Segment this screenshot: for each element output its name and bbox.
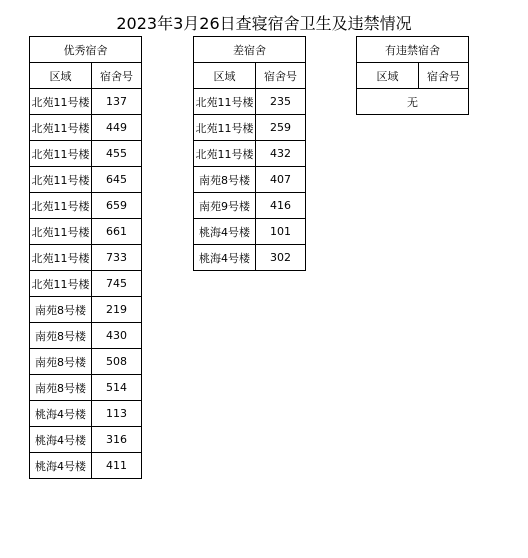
room-cell: 659 [92, 193, 142, 219]
room-cell: 316 [92, 427, 142, 453]
column-header-room: 宿舍号 [92, 63, 142, 89]
table-row [194, 245, 306, 271]
area-cell: 北苑11号楼 [30, 219, 92, 245]
table-row [30, 193, 142, 219]
table-row [30, 167, 142, 193]
table-row [30, 375, 142, 401]
room-cell: 449 [92, 115, 142, 141]
table-heading: 差宿舍 [194, 37, 306, 63]
room-cell: 137 [92, 89, 142, 115]
area-cell: 北苑11号楼 [30, 193, 92, 219]
room-cell: 455 [92, 141, 142, 167]
column-header-area: 区域 [194, 63, 256, 89]
room-cell: 430 [92, 323, 142, 349]
room-cell: 508 [92, 349, 142, 375]
table-row [30, 219, 142, 245]
room-cell: 113 [92, 401, 142, 427]
room-cell: 235 [256, 89, 306, 115]
page-title: 2023年3月26日查寝宿舍卫生及违禁情况 [116, 14, 412, 33]
area-cell: 南苑9号楼 [194, 193, 256, 219]
area-cell: 北苑11号楼 [30, 271, 92, 297]
room-cell: 514 [92, 375, 142, 401]
poor-dorms-table [193, 36, 306, 271]
column-header-room: 宿舍号 [256, 63, 306, 89]
area-cell: 北苑11号楼 [30, 89, 92, 115]
table-row [30, 401, 142, 427]
room-cell: 219 [92, 297, 142, 323]
empty-cell: 无 [357, 89, 469, 115]
table-heading: 有违禁宿舍 [357, 37, 469, 63]
area-cell: 北苑11号楼 [194, 89, 256, 115]
room-cell: 745 [92, 271, 142, 297]
room-cell: 101 [256, 219, 306, 245]
table-row [194, 193, 306, 219]
table-row [194, 167, 306, 193]
table-row [30, 115, 142, 141]
area-cell: 北苑11号楼 [30, 167, 92, 193]
area-cell: 北苑11号楼 [30, 141, 92, 167]
area-cell: 北苑11号楼 [194, 115, 256, 141]
area-cell: 南苑8号楼 [30, 323, 92, 349]
column-header-area: 区域 [30, 63, 92, 89]
excellent-dorms-table [29, 36, 142, 479]
table-row [30, 427, 142, 453]
room-cell: 733 [92, 245, 142, 271]
table-row [30, 453, 142, 479]
area-cell: 北苑11号楼 [30, 245, 92, 271]
room-cell: 432 [256, 141, 306, 167]
room-cell: 407 [256, 167, 306, 193]
room-cell: 416 [256, 193, 306, 219]
table-row [194, 141, 306, 167]
table-row [194, 219, 306, 245]
room-cell: 645 [92, 167, 142, 193]
table-row [30, 89, 142, 115]
column-header-area: 区域 [357, 63, 419, 89]
area-cell: 桃海4号楼 [30, 401, 92, 427]
table-row [30, 141, 142, 167]
table-row [194, 89, 306, 115]
prohibited-dorms-table [356, 36, 469, 115]
room-cell: 259 [256, 115, 306, 141]
area-cell: 桃海4号楼 [30, 453, 92, 479]
table-heading: 优秀宿舍 [30, 37, 142, 63]
area-cell: 南苑8号楼 [30, 375, 92, 401]
table-row [30, 297, 142, 323]
area-cell: 南苑8号楼 [30, 349, 92, 375]
area-cell: 桃海4号楼 [30, 427, 92, 453]
column-header-room: 宿舍号 [419, 63, 469, 89]
table-row [30, 245, 142, 271]
area-cell: 南苑8号楼 [194, 167, 256, 193]
area-cell: 南苑8号楼 [30, 297, 92, 323]
room-cell: 661 [92, 219, 142, 245]
area-cell: 桃海4号楼 [194, 245, 256, 271]
table-row [194, 115, 306, 141]
room-cell: 411 [92, 453, 142, 479]
area-cell: 北苑11号楼 [30, 115, 92, 141]
table-row [30, 349, 142, 375]
table-row [30, 323, 142, 349]
area-cell: 北苑11号楼 [194, 141, 256, 167]
area-cell: 桃海4号楼 [194, 219, 256, 245]
room-cell: 302 [256, 245, 306, 271]
table-row [30, 271, 142, 297]
